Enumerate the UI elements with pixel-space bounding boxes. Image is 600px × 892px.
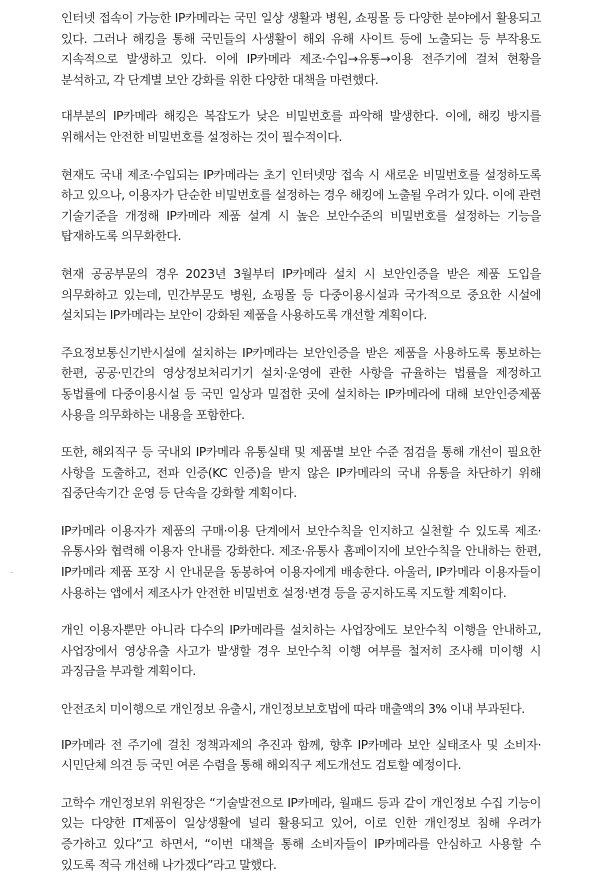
paragraph-public-sector-certification: 현재 공공부문의 경우 2023년 3월부터 IP카메라 설치 시 보안인증을 받은 제품 도입을 의무화하고 있는데, 민간부문도 병원, 쇼핑몰 등 다중이용시설과 국가적으로 중요한 시설에 설치되는 IP카메라는 보안이 강화된 제품을 사용하도록 개선할 계획이다. [61, 266, 541, 323]
paragraph-chairman-quote: 고학수 개인정보위 위원장은 “기술발전으로 IP카메라, 월패드 등과 같이 개인정보 수집 기능이 있는 다양한 IT제품이 일상생활에 널리 활용되고 있어, 이로 인한 개인정보 침해 우려가 증가하고 있다”고 하면서, “이번 대책을 통해 소비자들이 IP카메라를 안심하고 사용할 수 있도록 적극 개선해 나가겠다”라고 말했다. [61, 795, 541, 872]
paragraph-distribution-inspection: 또한, 해외직구 등 국내외 IP카메라 유통실태 및 제품별 보안 수준 점검을 통해 개선이 필요한 사항을 도출하고, 전파 인증(KC 인증)을 받지 않은 IP카메라의 국내 유통을 차단하기 위해 집중단속기간 운영 등 단속을 강화할 계획이다. [61, 445, 541, 501]
paragraph-infrastructure-law: 주요정보통신기반시설에 설치하는 IP카메라는 보안인증을 받은 제품을 사용하도록 통보하는 한편, 공공·민간의 영상정보처리기기 설치·운영에 관한 사항을 규율하는 법률을 제정하고 동법률에 다중이용시설 등 국민 일상과 밀접한 곳에 설치하는 IP카메라에 대해 보안인증제품 사용을 의무화하는 내용을 포함한다. [61, 345, 541, 422]
paragraph-technical-standards: 현재도 국내 제조·수입되는 IP카메라는 초기 인터넷망 접속 시 새로운 비밀번호를 설정하도록 하고 있으나, 이용자가 단순한 비밀번호를 설정하는 경우 해킹에 노출될 우려가 있다. 이에 관련 기술기준을 개정해 IP카메라 제품 설계 시 높은 보안수준의 비밀번호를 설정하는 기능을 탑재하도록 의무화한다. [61, 167, 541, 244]
article-body [61, 8, 541, 892]
paragraph-user-guidance: IP카메라 이용자가 제품의 구매·이용 단계에서 보안수칙을 인지하고 실천할 수 있도록 제조·유통사와 협력해 이용자 안내를 강화한다. 제조·유통사 홈페이지에 보안수칙을 안내하는 한편, IP카메라 제품 포장 시 안내문을 동봉하여 이용자에게 배송한다. 아울러, IP카메라 이용자들이 사용하는 앱에서 제조사가 안전한 비밀번호 설정·변경 등을 공지하도록 지도할 계획이다. [61, 523, 541, 600]
margin-mark [10, 572, 13, 573]
paragraph-password-hacking: 대부분의 IP카메라 해킹은 복잡도가 낮은 비밀번호를 파악해 발생한다. 이에, 해킹 방지를 위해서는 안전한 비밀번호를 설정하는 것이 필수적이다. [61, 109, 541, 144]
paragraph-future-plans: IP카메라 전 주기에 걸친 정책과제의 추진과 함께, 향후 IP카메라 보안 실태조사 및 소비자·시민단체 의견 등 국민 여론 수렴을 통해 해외직구 제도개선도 검토할 예정이다. [61, 737, 541, 773]
paragraph-ip-camera-overview: 인터넷 접속이 가능한 IP카메라는 국민 일상 생활과 병원, 쇼핑몰 등 다양한 분야에서 활용되고 있다. 그러나 해킹을 통해 국민들의 사생활이 해외 유해 사이트 등에 노출되는 등 부작용도 지속적으로 발생하고 있다. 이에 IP카메라 제조·수입→유통→이용 전주기에 걸쳐 현황을 분석하고, 각 단계별 보안 강화를 위한 다양한 대책을 마련했다. [61, 11, 541, 87]
paragraph-business-penalty: 개인 이용자뿐만 아니라 다수의 IP카메라를 설치하는 사업장에도 보안수칙 이행을 안내하고, 사업장에서 영상유출 사고가 발생할 경우 보안수칙 이행 여부를 철저히 조사해 미이행 시 과징금을 부과할 계획이다. [61, 623, 541, 679]
paragraph-penalty-rate: 안전조치 미이행으로 개인정보 유출시, 개인정보보호법에 따라 매출액의 3% 이내 부과된다. [61, 702, 525, 717]
